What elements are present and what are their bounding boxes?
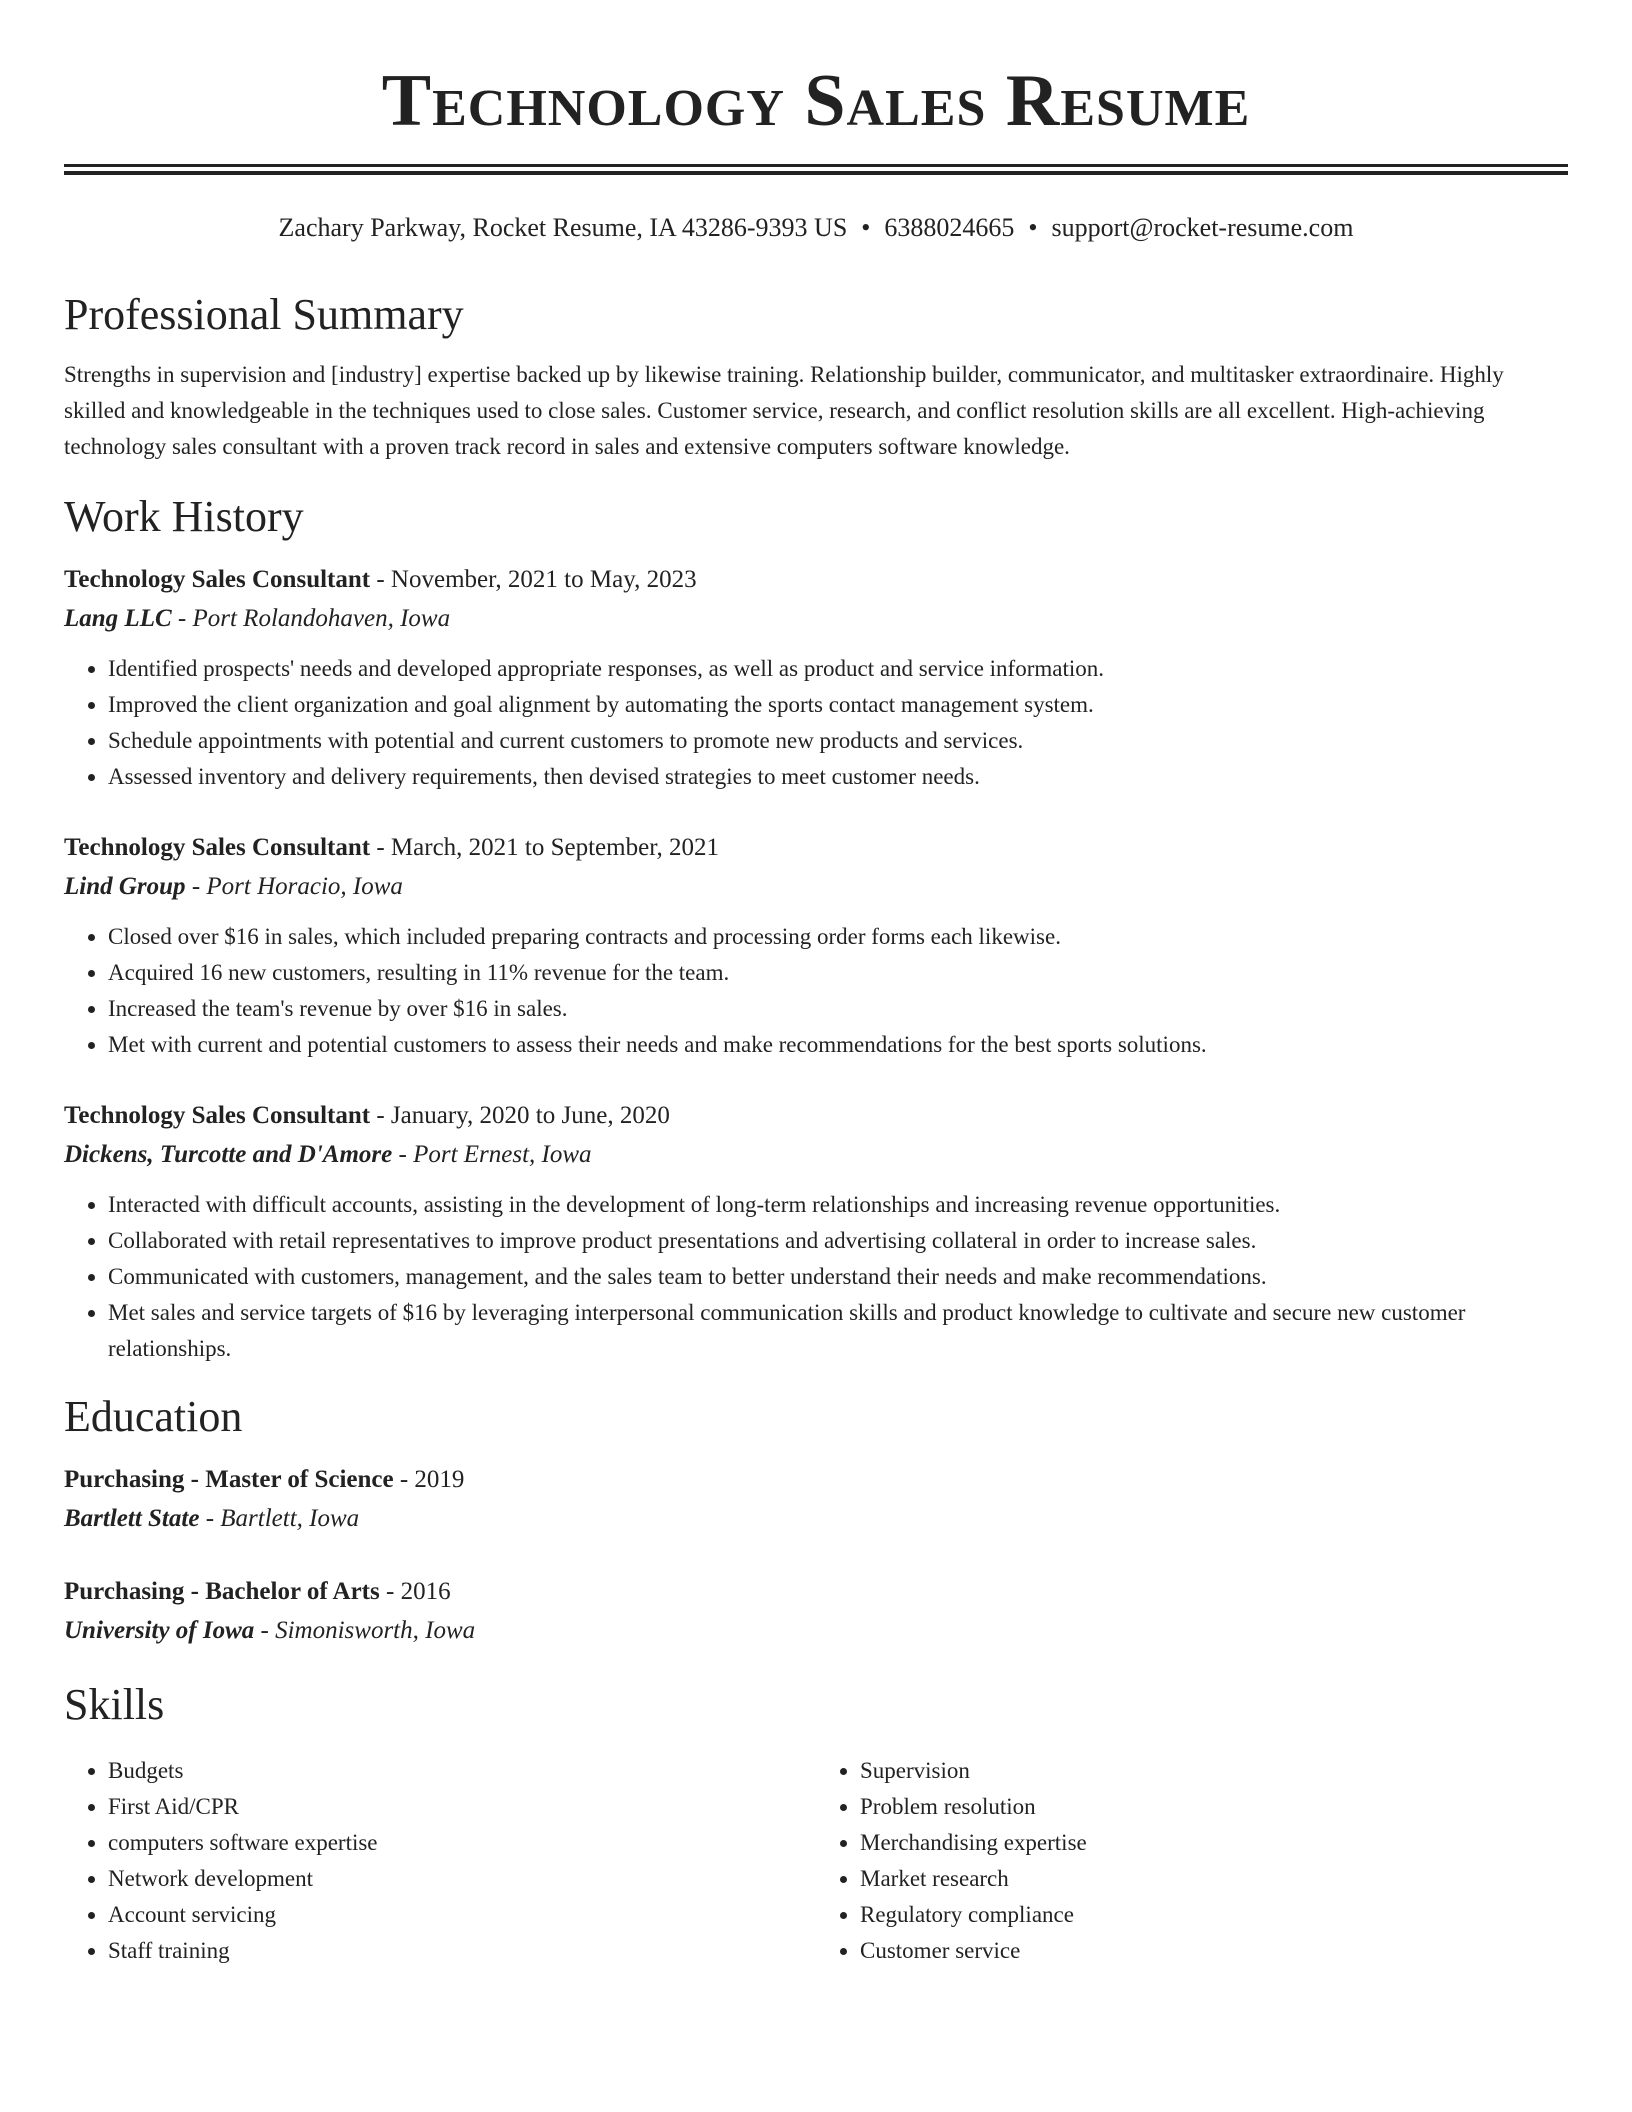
job-title: Technology Sales Consultant (64, 566, 371, 593)
skill-item: • computers software expertise (108, 1825, 816, 1861)
skill-item: • Supervision (860, 1753, 1568, 1789)
degree-name: Purchasing - Master of Science (64, 1466, 394, 1493)
degree-year: - 2016 (379, 1578, 451, 1605)
skills-list (64, 1753, 1568, 1969)
title-divider (64, 164, 1568, 175)
degree-name: Purchasing - Bachelor of Arts (64, 1578, 380, 1605)
job-bullet: • Communicated with customers, management, and the sales team to better understand their needs and make recommendations. (108, 1259, 1568, 1295)
school-line (64, 1611, 1568, 1651)
summary-text: Strengths in supervision and [industry] expertise backed up by likewise training. Relationship builder, communicator, and multitasker extraordinaire. Highly skilled and knowledgeable in the techniques used to close sales. Customer service, research, and conflict resolution skills are all excellent. High-achieving technology sales consultant with a proven track record in sales and extensive computers software knowledge. (64, 362, 1504, 459)
education-entry (64, 1573, 1568, 1651)
skill-item: • Budgets (108, 1753, 816, 1789)
job-dates: - November, 2021 to May, 2023 (370, 566, 697, 593)
summary-heading: Professional Summary (64, 290, 464, 339)
company-location: - Port Horacio, Iowa (185, 873, 403, 900)
contact-separator: • (861, 213, 871, 242)
education-heading: Education (64, 1392, 243, 1441)
degree-line (64, 1461, 1568, 1499)
job-bullets (64, 919, 1568, 1063)
education-entry (64, 1461, 1568, 1539)
degree-line (64, 1573, 1568, 1611)
resume-title: Technology Sales Resume (381, 60, 1251, 142)
skill-item: • Account servicing (108, 1897, 816, 1933)
skill-item: • Market research (860, 1861, 1568, 1897)
job-bullets (64, 651, 1568, 795)
skill-item: • Problem resolution (860, 1789, 1568, 1825)
job-bullets (64, 1187, 1568, 1367)
job-dates: - March, 2021 to September, 2021 (370, 834, 720, 861)
job-bullet: • Collaborated with retail representatives to improve product presentations and advertising collateral in order to increase sales. (108, 1223, 1568, 1259)
skill-item: • Regulatory compliance (860, 1897, 1568, 1933)
job-bullet: • Met with current and potential customers to assess their needs and make recommendations for the best sports solutions. (108, 1027, 1568, 1063)
company-location: - Port Ernest, Iowa (392, 1141, 592, 1168)
school-line (64, 1499, 1568, 1539)
contact-email: support@rocket-resume.com (1051, 213, 1354, 242)
job-bullet: • Interacted with difficult accounts, assisting in the development of long-term relationships and increasing revenue opportunities. (108, 1187, 1568, 1223)
skill-item: • Staff training (108, 1933, 816, 1969)
job-bullet: • Assessed inventory and delivery requirements, then devised strategies to meet customer needs. (108, 759, 1568, 795)
school-location: - Bartlett, Iowa (199, 1505, 360, 1532)
company-line (64, 867, 1568, 907)
job-bullet: • Increased the team's revenue by over $16 in sales. (108, 991, 1568, 1027)
company-line (64, 599, 1568, 639)
skill-item: • Merchandising expertise (860, 1825, 1568, 1861)
contact-line (64, 211, 1568, 245)
school-name: University of Iowa (64, 1617, 255, 1644)
job-entry (64, 829, 1568, 1063)
company-line (64, 1135, 1568, 1175)
company-name: Dickens, Turcotte and D'Amore (64, 1141, 393, 1168)
company-location: - Port Rolandohaven, Iowa (171, 605, 451, 632)
company-name: Lind Group (64, 873, 186, 900)
work-history-heading: Work History (64, 492, 304, 541)
job-bullet: • Acquired 16 new customers, resulting in 11% revenue for the team. (108, 955, 1568, 991)
job-title: Technology Sales Consultant (64, 1102, 371, 1129)
job-title-line (64, 1097, 1568, 1135)
contact-phone: 6388024665 (884, 213, 1015, 242)
job-title-line (64, 561, 1568, 599)
job-bullet: • Identified prospects' needs and developed appropriate responses, as well as product and service information. (108, 651, 1568, 687)
skills-heading: Skills (64, 1680, 165, 1729)
skills-column-right (816, 1753, 1568, 1969)
job-title: Technology Sales Consultant (64, 834, 371, 861)
skills-column-left (64, 1753, 816, 1969)
job-bullet: • Closed over $16 in sales, which included preparing contracts and processing order forms each likewise. (108, 919, 1568, 955)
job-bullet: • Met sales and service targets of $16 by leveraging interpersonal communication skills and product knowledge to cultivate and secure new customer relationships. (108, 1295, 1568, 1367)
school-name: Bartlett State (64, 1505, 200, 1532)
job-bullet: • Improved the client organization and goal alignment by automating the sports contact management system. (108, 687, 1568, 723)
job-bullet: • Schedule appointments with potential and current customers to promote new products and services. (108, 723, 1568, 759)
contact-address: Zachary Parkway, Rocket Resume, IA 43286-9393 US (278, 213, 848, 242)
school-location: - Simonisworth, Iowa (254, 1617, 476, 1644)
job-dates: - January, 2020 to June, 2020 (370, 1102, 670, 1129)
job-entry (64, 561, 1568, 795)
contact-separator: • (1028, 213, 1038, 242)
degree-year: - 2019 (393, 1466, 465, 1493)
skill-item: • First Aid/CPR (108, 1789, 816, 1825)
skill-item: • Customer service (860, 1933, 1568, 1969)
job-title-line (64, 829, 1568, 867)
company-name: Lang LLC (64, 605, 172, 632)
skill-item: • Network development (108, 1861, 816, 1897)
job-entry (64, 1097, 1568, 1367)
